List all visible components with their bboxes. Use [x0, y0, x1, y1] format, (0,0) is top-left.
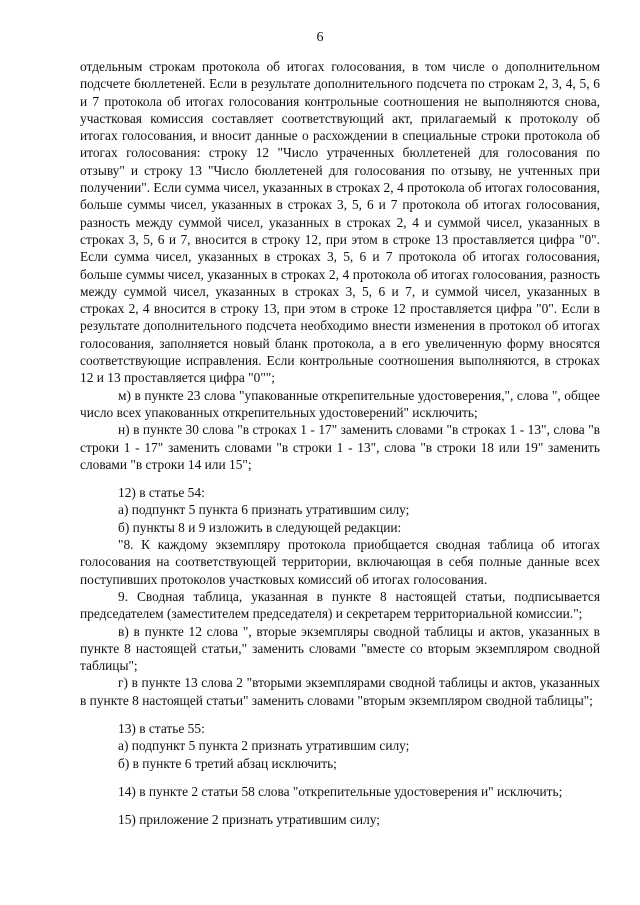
paragraph-article-55: 13) в статье 55:: [118, 720, 205, 736]
paragraph-article-55-a: а) подпункт 5 пункта 2 признать утратившим силу;: [118, 738, 410, 754]
paragraph-article-54-b: б) пункты 8 и 9 изложить в следующей редакции:: [118, 519, 402, 535]
page-number: 6: [316, 30, 324, 45]
paragraph-article-54-a: а) подпункт 5 пункта 6 признать утратившим силу;: [118, 502, 410, 518]
paragraph-item-14: 14) в пункте 2 статьи 58 слова "открепительные удостоверения и" исключить;: [118, 783, 563, 799]
section-gap: [80, 772, 600, 783]
paragraph-article-55-b: б) в пункте 6 третий абзац исключить;: [118, 755, 337, 771]
paragraph-article-54-v: в) в пункте 12 слова ", вторые экземпляры сводной таблицы и актов, указанных в пункте 8 настоящей статьи," заменить словами "вместе со вторым экземпляром сводной таблицы";: [80, 623, 600, 674]
paragraph-item-n: н) в пункте 30 слова "в строках 1 - 17" заменить словами "в строках 1 - 13", слова "в строки 1 - 17" заменить словами "в строки 1 - 13", слова "в строки 18 или 19" заменить словами "в строки 14 или 15";: [80, 422, 600, 472]
section-gap: [80, 800, 600, 811]
paragraph-continuation: отдельным строкам протокола об итогах голосования, в том числе о дополнительном подсчете бюллетеней. Если в результате дополнительного подсчета по строкам 2, 3, 4, 5, 6 и 7 протокола об итогах голосования контрольные соотношения не выполняются снова, участковая комиссия составляет соответствующий акт, прилагаемый к протоколу об итогах голосования, и вносит данные о расхождении в специальные строки протокола об итогах голосования: строку 12 "Число утраченных бюллетеней для голосования по отзыву" и строку 13 "Число бюллетеней для голосования по отзыву, не учтенных при получении". Если сумма чисел, указанных в строках 2, 4 протокола об итогах голосования, больше суммы чисел, указанных в строках 3, 5, 6 и 7 протокола об итогах голосования, разность между суммой чисел, указанных в строках 2, 4 и суммой чисел, указанных в строках 3, 5, 6 и 7, вносится в строку 12, при этом в строке 13 проставляется цифра "0". Если сумма чисел, указанных в строках 3, 5, 6 и 7 протокола об итогах голосования, больше суммы чисел, указанных в строках 2, 4 протокола об итогах голосования, разность между суммой чисел, указанных в строках 3, 5, 6 и 7, и суммой чисел, указанных в строках 2, 4 вносится в строку 13, при этом в строке 12 проставляется цифра "0". Если в результате дополнительного подсчета необходимо внести изменения в протокол об итогах голосования, заполняется новый бланк протокола, а в его увеличенную форму вносятся соответствующие исправления. Если контрольные соотношения выполняются, в строках 12 и 13 проставляется цифра "0"";: [80, 59, 600, 386]
paragraph-clause-8: "8. К каждому экземпляру протокола приобщается сводная таблица об итогах голосования на соответствующей территории, включающая в себя полные данные всех поступивших протоколов участковых комиссий об итогах голосования.: [80, 537, 600, 587]
section-gap: [80, 709, 600, 720]
paragraph-item-15: 15) приложение 2 признать утратившим силу;: [118, 812, 381, 828]
paragraph-clause-9: 9. Сводная таблица, указанная в пункте 8 настоящей статьи, подписывается председателем (заместителем председателя) и секретарем территориальной комиссии.";: [80, 588, 600, 622]
document-body: [80, 58, 600, 828]
paragraph-item-m: м) в пункте 23 слова "упакованные открепительные удостоверения,", слова ", общее число всех упакованных открепительных удостоверений" исключить;: [80, 387, 600, 420]
paragraph-article-54-g: г) в пункте 13 слова 2 "вторыми экземплярами сводной таблицы и актов, указанных в пункте 8 настоящей статьи" заменить словами "вторым экземпляром сводной таблицы";: [80, 675, 600, 708]
paragraph-article-54: 12) в статье 54:: [118, 485, 205, 501]
section-gap: [80, 473, 600, 484]
